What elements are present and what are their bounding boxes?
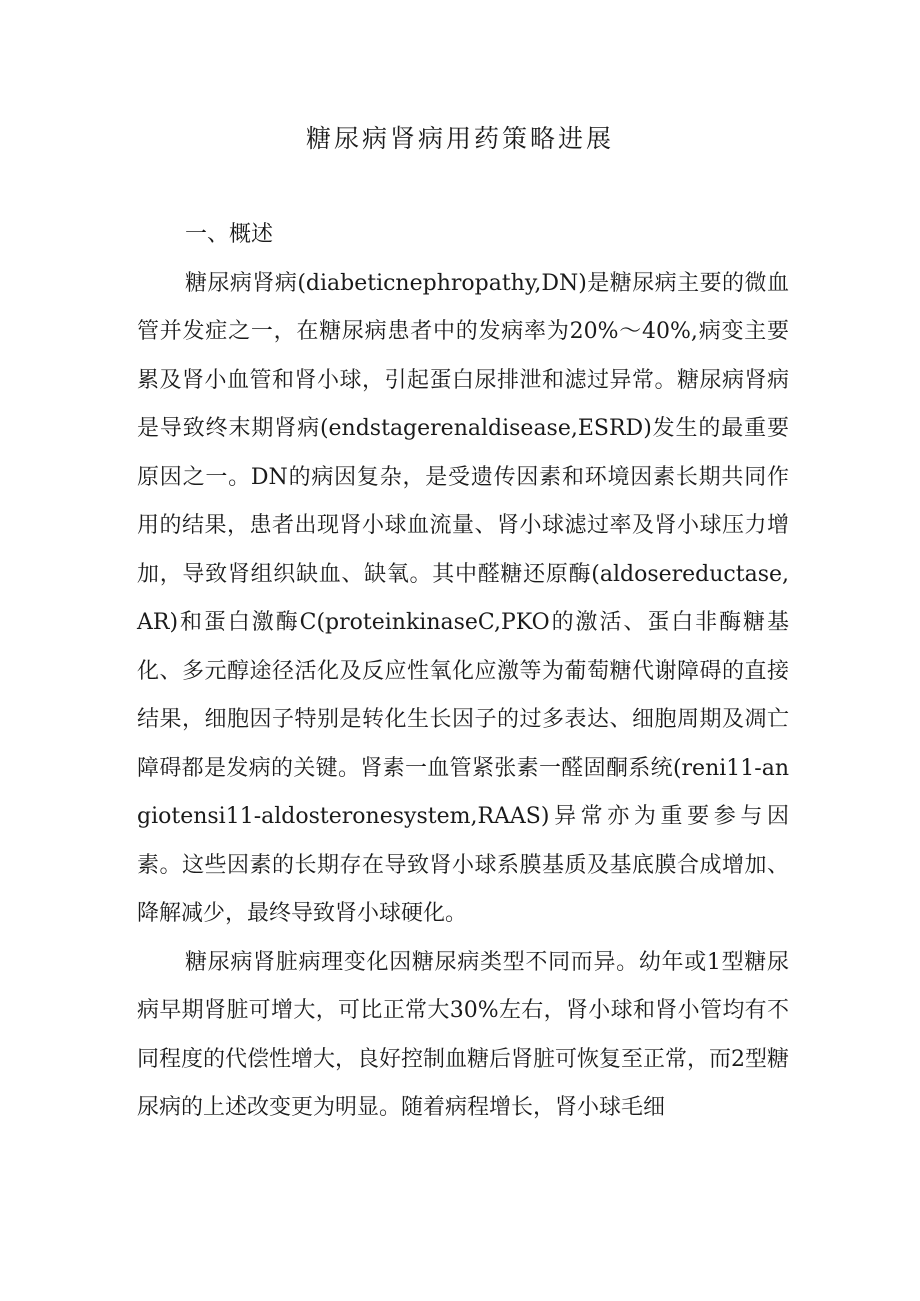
paragraph-1: 糖尿病肾病(diabeticnephropathy,DN)是糖尿病主要的微血管并发症之一，在糖尿病患者中的发病率为20%～40%,病变主要累及肾小血管和肾小球，引起蛋白尿排泄和滤过异常。糖尿病肾病是导致终末期肾病(endstagerenaldisease,ESRD)发生的最重要原因之一。DN的病因复杂，是受遗传因素和环境因素长期共同作用的结果，患者出现肾小球血流量、肾小球滤过率及肾小球压力增加，导致肾组织缺血、缺氧。其中醛糖还原酶(aldosereductase,AR)和蛋白激酶C(proteinkinaseC,PKO的激活、蛋白非酶糖基化、多元醇途径活化及反应性氧化应激等为葡萄糖代谢障碍的直接结果，细胞因子特别是转化生长因子的过多表达、细胞周期及凋亡障碍都是发病的关键。肾素一血管紧张素一醛固酮系统(reni11-angiotensi11-aldosteronesystem,RAAS)异常亦为重要参与因素。这些因素的长期存在导致肾小球系膜基质及基底膜合成增加、降解减少，最终导致肾小球硬化。 bbox=[137, 270, 789, 926]
section-heading-overview: 一、概述 bbox=[185, 222, 274, 247]
paragraph-2: 糖尿病肾脏病理变化因糖尿病类型不同而异。幼年或1型糖尿病早期肾脏可增大，可比正常大30%左右，肾小球和肾小管均有不同程度的代偿性增大，良好控制血糖后肾脏可恢复至正常，而2型糖尿病的上述改变更为明显。随着病程增长，肾小球毛细 bbox=[137, 949, 789, 1120]
document-body bbox=[137, 211, 789, 1133]
document-title: 糖尿病肾病用药策略进展 bbox=[305, 124, 614, 153]
